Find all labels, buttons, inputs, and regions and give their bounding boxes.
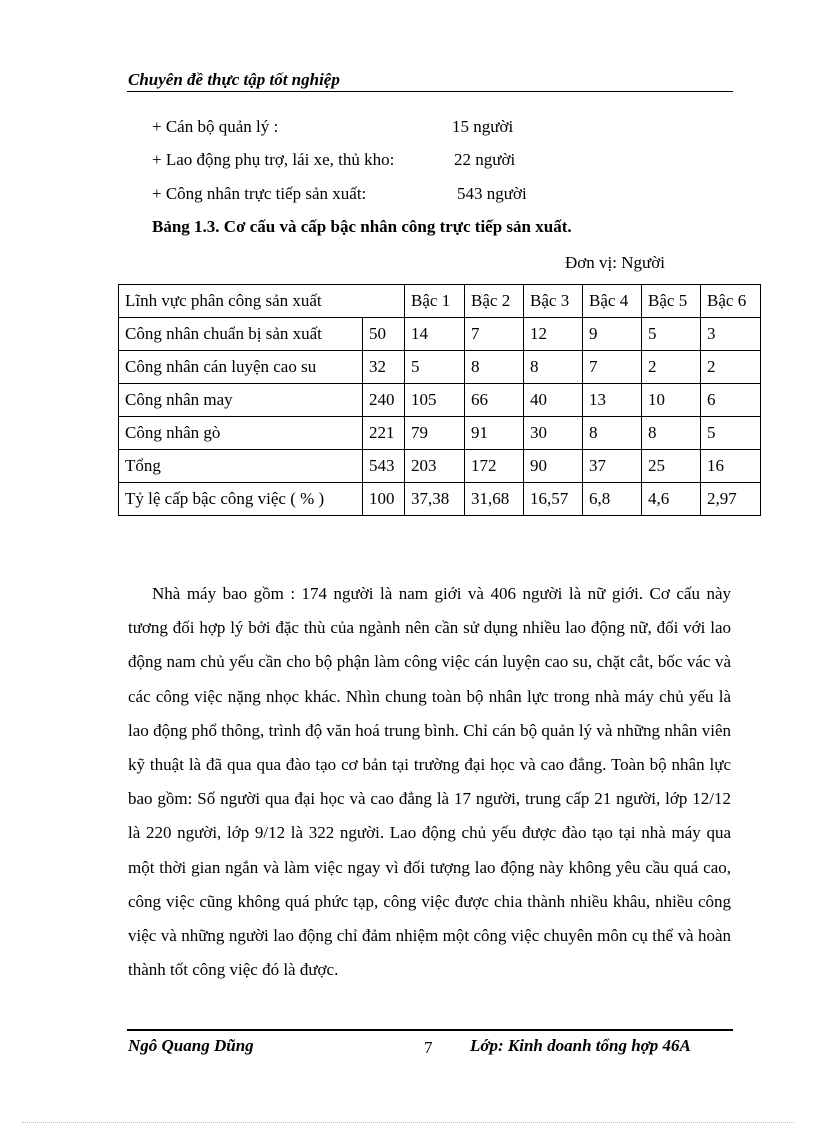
table-cell: 32: [363, 351, 405, 384]
table-row-total: [119, 450, 761, 483]
table-cell: 105: [405, 384, 465, 417]
table-cell: 40: [524, 384, 583, 417]
table-cell: Công nhân gò: [119, 417, 363, 450]
table-row: [119, 351, 761, 384]
footer-divider: [127, 1029, 733, 1031]
table-cell: 8: [583, 417, 642, 450]
table-cell: 13: [583, 384, 642, 417]
staff-label-managers: + Cán bộ quản lý :: [152, 117, 279, 136]
table-row: [119, 384, 761, 417]
table-cell: 2: [642, 351, 701, 384]
table-cell: 14: [405, 318, 465, 351]
table-cell: Công nhân may: [119, 384, 363, 417]
table-cell: 12: [524, 318, 583, 351]
table-cell: 172: [465, 450, 524, 483]
table-cell: 3: [701, 318, 761, 351]
table-cell: 240: [363, 384, 405, 417]
header-cell-grade-2: Bậc 2: [465, 285, 524, 318]
header-divider: [127, 91, 733, 92]
table-cell: 50: [363, 318, 405, 351]
table-cell: 9: [583, 318, 642, 351]
header-cell-grade-3: Bậc 3: [524, 285, 583, 318]
header-cell-grade-4: Bậc 4: [583, 285, 642, 318]
table-cell: 10: [642, 384, 701, 417]
table-cell: 25: [642, 450, 701, 483]
table-cell: 221: [363, 417, 405, 450]
table-cell: 7: [465, 318, 524, 351]
worker-grade-table: [118, 284, 761, 516]
table-cell: 6: [701, 384, 761, 417]
table-cell: Công nhân cán luyện cao su: [119, 351, 363, 384]
header-cell-grade-1: Bậc 1: [405, 285, 465, 318]
table-cell: 8: [524, 351, 583, 384]
table-cell: Tổng: [119, 450, 363, 483]
table-cell: 5: [642, 318, 701, 351]
table-cell: 2: [701, 351, 761, 384]
staff-count-production: 543 người: [457, 184, 527, 203]
table-cell: 2,97: [701, 483, 761, 516]
table-cell: 543: [363, 450, 405, 483]
body-paragraph: Nhà máy bao gồm : 174 người là nam giới và 406 người là nữ giới. Cơ cấu này tương đối hợp lý bởi đặc thù của ngành nên cần sử dụng nhiều lao động nữ, đối với lao động nam chủ yếu cần cho bộ phận làm công việc cán luyện cao su, chặt cắt, bốc vác và các công việc nặng nhọc khác. Nhìn chung toàn bộ nhân lực trong nhà máy chủ yếu là lao động phổ thông, trình độ văn hoá trung bình. Chỉ cán bộ quản lý và những nhân viên kỹ thuật là đã qua qua đào tạo cơ bản tại trường đại học và cao đẳng. Toàn bộ nhân lực bao gồm: Số người qua đại học và cao đẳng là 17 người, trung cấp 21 người, lớp 12/12 là 220 người, lớp 9/12 là 322 người. Lao động chủ yếu được đào tạo tại nhà máy qua một thời gian ngắn và làm việc ngay vì đối tượng lao động này không yêu cầu quá cao, công việc cũng không quá phức tạp, công việc được chia thành nhiều khâu, nhiều công việc và những người lao động chỉ đảm nhiệm một công việc chuyên môn cụ thể và hoàn thành tốt công việc đó là được.: [128, 584, 731, 980]
footer-class: Lớp: Kinh doanh tổng hợp 46A: [470, 1036, 691, 1055]
table-cell: 7: [583, 351, 642, 384]
table-cell: 203: [405, 450, 465, 483]
table-cell: 79: [405, 417, 465, 450]
table-cell: Tỷ lệ cấp bậc công việc ( % ): [119, 483, 363, 516]
table-cell: 8: [465, 351, 524, 384]
header-cell-grade-5: Bậc 5: [642, 285, 701, 318]
table-cell: 31,68: [465, 483, 524, 516]
table-cell: 100: [363, 483, 405, 516]
table-cell: 5: [701, 417, 761, 450]
table-cell: 37: [583, 450, 642, 483]
table-cell: 16,57: [524, 483, 583, 516]
staff-label-support: + Lao động phụ trợ, lái xe, thủ kho:: [152, 150, 395, 169]
header-cell-grade-6: Bậc 6: [701, 285, 761, 318]
running-header-title: Chuyên đề thực tập tốt nghiệp: [128, 70, 340, 89]
table-row-ratio: [119, 483, 761, 516]
table-cell: Công nhân chuẩn bị sản xuất: [119, 318, 363, 351]
table-cell: 16: [701, 450, 761, 483]
table-header-row: [119, 285, 761, 318]
table-row: [119, 318, 761, 351]
table-cell: 66: [465, 384, 524, 417]
table-row: [119, 417, 761, 450]
page-number: 7: [424, 1038, 433, 1057]
footer-author: Ngô Quang Dũng: [128, 1036, 254, 1055]
table-cell: 90: [524, 450, 583, 483]
table-cell: 8: [642, 417, 701, 450]
table-cell: 6,8: [583, 483, 642, 516]
table-unit: Đơn vị: Người: [565, 253, 665, 272]
staff-count-support: 22 người: [454, 150, 516, 169]
table-cell: 91: [465, 417, 524, 450]
staff-label-production: + Công nhân trực tiếp sản xuất:: [152, 184, 367, 203]
table-caption: Bảng 1.3. Cơ cấu và cấp bậc nhân công trực tiếp sản xuất.: [152, 217, 572, 236]
staff-count-managers: 15 người: [452, 117, 514, 136]
table-cell: 5: [405, 351, 465, 384]
header-cell-field: Lĩnh vực phân công sản xuất: [119, 285, 405, 318]
table-cell: 4,6: [642, 483, 701, 516]
table-cell: 37,38: [405, 483, 465, 516]
table-cell: 30: [524, 417, 583, 450]
